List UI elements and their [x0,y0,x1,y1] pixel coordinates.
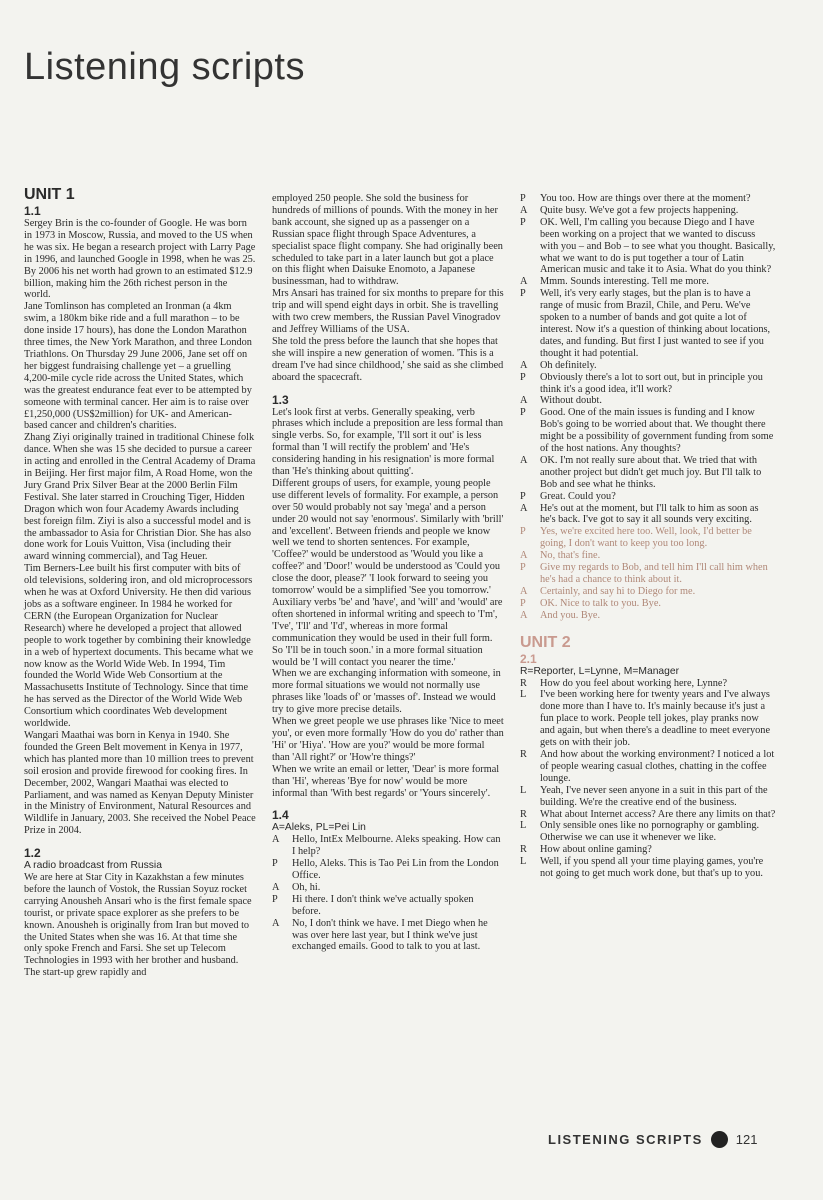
dialogue-line [520,217,776,277]
dialogue-line [272,858,504,882]
paragraph: Tim Berners-Lee built his first computer with bits of old televisions, soldering iron, and old microprocessors when he was at Oxford University. He then did various jobs as a software engineer. In 1984 he worked for CERN (the European Organization for Nuclear Research) where he developed a project that allowed people to work together by combining their knowledge in a web of hypertext documents. This became what we now know as the World Wide Web. In 1994, Tim founded the World Wide Web Consortium at the Massachusetts Institute of Technology. Since that time he has served as the Director of the World Wide Web Consortium which coordinates Web development worldwide. [24,563,254,730]
speaker: A [272,917,280,929]
page-title: Listening scripts [24,46,305,88]
dialogue-text: Yeah, I've never seen anyone in a suit in this part of the building. We're the creative end of the business. [540,784,768,808]
dialogue-text: No, that's fine. [540,550,601,562]
speaker: P [520,216,526,228]
dialogue-line [520,288,776,359]
dialogue-text: Well, it's very early stages, but the plan is to have a range of music from Brazil, Chile, and Peru. We've spoken to a number of bands and got quite a lot of interest. Now it's a question of thinking about locations, dates, and funding. But first I just wanted to see if you thought it had potential. [540,288,771,359]
dialogue-text: What about Internet access? Are there any limits on that? [540,808,776,820]
paragraph: Mrs Ansari has trained for six months to prepare for this trip and will spend eight days in orbit. She is travelling with two crew members, the Russian Pavel Vinogradov and Jeffrey Williams of the USA. [272,288,504,335]
speaker: P [520,490,526,502]
dialogue-text: Quite busy. We've got a few projects happening. [540,204,739,216]
dialogue-text: OK. Nice to talk to you. Bye. [540,597,661,609]
speaker: P [520,407,526,419]
dialogue-text: Obviously there's a lot to sort out, but in principle you think it's a good idea, it'll work? [540,371,763,395]
section-1-2-number: 1.2 [24,846,41,861]
dialogue-text: OK. Well, I'm calling you because Diego and I have been working on a project that we wanted to discuss with you – and Bob – to see what you thought. Basically, what we want to do is put together a tour of Latin American music and take it to Asia. What do you think? [540,216,776,276]
paragraph: We are here at Star City in Kazakhstan a few minutes before the launch of Vostok, the Russian Soyuz rocket carrying Anousheh Ansari who is the first female space tourist, or private space explorer as she prefers to be known. Anousheh is originally from Iran but moved to the United States when she was 16. At that time she only spoke French and Farsi. She set up Telecom Technologies in 1993 with her brother and husband. The start-up grew rapidly and [24,872,252,979]
speaker: L [520,689,527,701]
dialogue-line [520,205,776,217]
column-2 [272,193,504,953]
dialogue-text: No, I don't think we have. I met Diego when he was over here last year, but I think we've just exchanged emails. Good to talk to you at last. [292,917,488,953]
dialogue-line [520,503,776,527]
speaker: R [520,748,527,760]
dialogue-text: Hello, IntEx Melbourne. Aleks speaking. How can I help? [292,834,501,858]
speaker: P [520,562,526,574]
speaker: L [520,820,527,832]
speaker: P [520,288,526,300]
dialogue-line [520,276,776,288]
speaker: A [520,502,528,514]
dialogue-text: And you. Bye. [540,609,601,621]
speaker: R [520,844,527,856]
paragraph: Wangari Maathai was born in Kenya in 1940. She founded the Green Belt movement in Kenya in 1977, which has planted more than 10 million trees to prevent soil erosion and provide firewood for cooking fires. In December, 2002, Wangari Maathai was elected to Parliament, and was named as Kenyan Deputy Minister in the Ministry of Environment, Natural Resources and Wildlife in January, 2003. She received the Nobel Peace Prize in 2004. [24,729,256,837]
dialogue-line [272,882,504,894]
dialogue-line [520,562,776,586]
dialogue-line [272,894,504,918]
dialogue-line [520,785,776,809]
dialogue-line [520,372,776,396]
footer-label: LISTENING SCRIPTS [548,1132,703,1147]
speaker: A [520,276,528,288]
speaker: A [520,395,528,407]
dialogue-line [520,678,776,690]
dialogue-text: Yes, we're excited here too. Well, look, I'd better be going, I don't want to keep you too long. [540,526,752,550]
paragraph: She told the press before the launch that she hopes that she will inspire a new generation of women. 'This is a dream I've had since childhood,' she said as she climbed aboard the spacecraft. [272,335,504,383]
dialogue-text: Hello, Aleks. This is Tao Pei Lin from the London Office. [292,858,499,882]
section-1-3-number: 1.3 [272,392,289,407]
dialogue-line [520,809,776,821]
dialogue-text: Hi there. I don't think we've actually spoken before. [292,893,474,917]
dialogue-line [520,598,776,610]
speaker: A [272,834,280,846]
dialogue-line [520,856,776,880]
dialogue-line [520,407,776,455]
speaker: P [272,858,278,870]
dialogue-line [520,844,776,856]
dialogue-line [520,689,776,749]
paragraph: When we are exchanging information with someone, in more formal situations we would not normally use phrases like 'loads of' or 'masses of'. Instead we would try to give more precise details. [272,668,501,716]
paragraph: Different groups of users, for example, young people use different levels of formality. For example, a person over 50 would probably not say 'mega' and a person under 20 would not say 'enormous'. Similarly with 'brill' and 'excellent'. Between friends and people we know well we tend to shorten sentences. For example, 'Coffee?' would be understood as 'Would you like a coffee?' and 'Door!' would be understood as 'Could you close the door, please?' 'I look forward to seeing you tomorrow' would be a simplified 'See you tomorrow.' [272,477,504,597]
paragraph: Zhang Ziyi originally trained in traditional Chinese folk dance. When she was 15 she decided to pursue a career in acting and enrolled in the Central Academy of Drama in Beijing. Her first major film, A Road Home, won the Jury Grand Prix Silver Bear at the 2000 Berlin Film Festival. She later starred in Crouching Tiger, Hidden Dragon which won four Academy Awards including best foreign film. Ziyi is also a successful model and is the ambassador to Asia for Christian Dior. She has also done work for Louis Vuitton, Visa (including their award winning commercial), and Tag Heuer. [24,432,256,563]
dialogue-text: Well, if you spend all your time playing games, you're not going to get much work done, but that's up to you. [540,856,764,880]
dialogue-text: He's out at the moment, but I'll talk to him as soon as he's back. I've got to say it all sounds very exciting. [540,502,759,526]
dialogue-line [520,360,776,372]
dialogue-text: Good. One of the main issues is funding and I know Bob's going to be worried about that. We thought there might be a possibility of government funding from some of the host nations. Any thoughts? [540,407,774,455]
speaker: R [520,677,527,689]
dialogue-line [520,455,776,491]
dialogue-text: Only sensible ones like no pornography or gambling. Otherwise we can use it whenever we like. [540,820,760,844]
dialogue-line [520,491,776,503]
dialogue-line [520,749,776,785]
dialogue-line [520,395,776,407]
dialogue-line [272,834,504,858]
column-1 [24,186,256,979]
dialogue-text: I've been working here for twenty years and I've always done more than I have to. It's mainly because it's just a fun place to work. People tell jokes, play pranks now and again, but when there's a deadline to meet everyone gets on with their job. [540,689,771,749]
paragraph: Jane Tomlinson has completed an Ironman (a 4km swim, a 180km bike ride and a full marathon – to be done inside 17 hours), has done the London Marathon three times, the New York Marathon, and three London Triathlons. On Thursday 29 June 2006, Jane set off on her biggest fundraising challenge yet – a gruelling 4,200-mile cycle ride across the United States, which was the greatest endurance feat ever to be attempted by someone with terminal cancer. Her aim is to raise over £1,250,000 (US$2million) for UK- and American- based cancer and children's charities. [24,301,252,432]
section-1-2-subheading: A radio broadcast from Russia [24,860,162,872]
unit-2-heading: UNIT 2 [520,633,571,651]
speaker: A [520,609,528,621]
section-1-4-number: 1.4 [272,808,289,823]
speaker: A [520,550,528,562]
dialogue-text: Oh definitely. [540,359,597,371]
speaker: L [520,856,527,868]
page-number: 121 [735,1132,758,1147]
speaker: P [520,597,526,609]
paragraph: When we greet people we use phrases like 'Nice to meet you', or even more formally 'How do you do' rather than 'Hi' or 'Hiya'. 'How are you?' would be more formal than 'All right?' or 'How're things?' [272,716,504,763]
speaker-key: R=Reporter, L=Lynne, M=Manager [520,665,680,677]
speaker: R [520,808,527,820]
paragraph: Sergey Brin is the co-founder of Google. He was born in 1973 in Moscow, Russia, and moved to the US when he was six. He began a research project with Larry Page in 1996, and launched Google in 1998, when he was 25. By 2006 his net worth had grown to an estimated $12.9 billion, making him the 26th richest person in the world. [24,218,256,301]
dialogue-text: How about online gaming? [540,844,652,856]
dialogue-line [520,610,776,622]
speaker: P [520,193,526,204]
paragraph: When we write an email or letter, 'Dear' is more formal than 'Hi', whereas 'Bye for now' would be more informal than 'With best regards' or 'Yours sincerely'. [272,763,500,799]
speaker: A [272,881,280,893]
speaker: A [520,204,528,216]
section-2-1-number: 2.1 [520,651,537,666]
bullet-dot-icon [711,1131,728,1148]
dialogue-text: How do you feel about working here, Lynne? [540,677,728,689]
unit-1-heading: UNIT 1 [24,186,75,203]
dialogue-text: Mmm. Sounds interesting. Tell me more. [540,276,709,288]
dialogue-line [520,586,776,598]
speaker: A [520,585,528,597]
dialogue-text: OK. I'm not really sure about that. We tried that with another project but didn't get much joy. But I'll talk to Bob and see what he thinks. [540,454,762,490]
paragraph: Auxiliary verbs 'be' and 'have', and 'will' and 'would' are often shortened in informal writing and speech to 'I'm', 'I've', 'I'll' and 'I'd', whereas in more formal communication they would be used in their full form. So 'I'll be in touch soon.' in a more formal situation would be 'I will contact you nearer the time.' [272,597,503,668]
column-3 [520,193,776,880]
speaker: A [520,454,528,466]
dialogue-text: Give my regards to Bob, and tell him I'll call him when he's had a chance to think about it. [540,562,768,585]
section-1-1-number: 1.1 [24,204,41,218]
paragraph: employed 250 people. She sold the business for hundreds of millions of pounds. With the money in her bank account, she signed up as a passenger on a Russian space flight through Space Adventures, a specialist space flight company. She had originally been scheduled to take part in a later launch but got a place on this flight when Daisuke Enomoto, a Japanese businessman, had to withdraw. [272,193,503,288]
dialogue-text: Oh, hi. [292,881,321,893]
dialogue-line [272,918,504,954]
speaker: P [520,526,526,538]
dialogue-text: Without doubt. [540,395,602,407]
dialogue-text: And how about the working environment? I noticed a lot of people wearing casual clothes, chatting in the coffee lounge. [540,748,775,784]
dialogue-line [520,526,776,550]
dialogue-line [520,550,776,562]
page-footer [548,1131,758,1148]
dialogue-text: Certainly, and say hi to Diego for me. [540,585,696,597]
dialogue-text: You too. How are things over there at the moment? [540,193,751,204]
speaker: P [272,893,278,905]
speaker: A [520,359,528,371]
speaker: L [520,784,527,796]
dialogue-text: Great. Could you? [540,490,616,502]
paragraph: Let's look first at verbs. Generally speaking, verb phrases which include a preposition are less formal than single verbs. So, for example, 'I'll sort it out' is less formal than 'I will rectify the problem' and 'He's considering handing in his resignation' is more formal than 'He's thinking about quitting'. [272,406,504,478]
dialogue-line [520,820,776,844]
dialogue-line [520,193,776,205]
speaker-key: A=Aleks, PL=Pei Lin [272,822,366,834]
speaker: P [520,371,526,383]
